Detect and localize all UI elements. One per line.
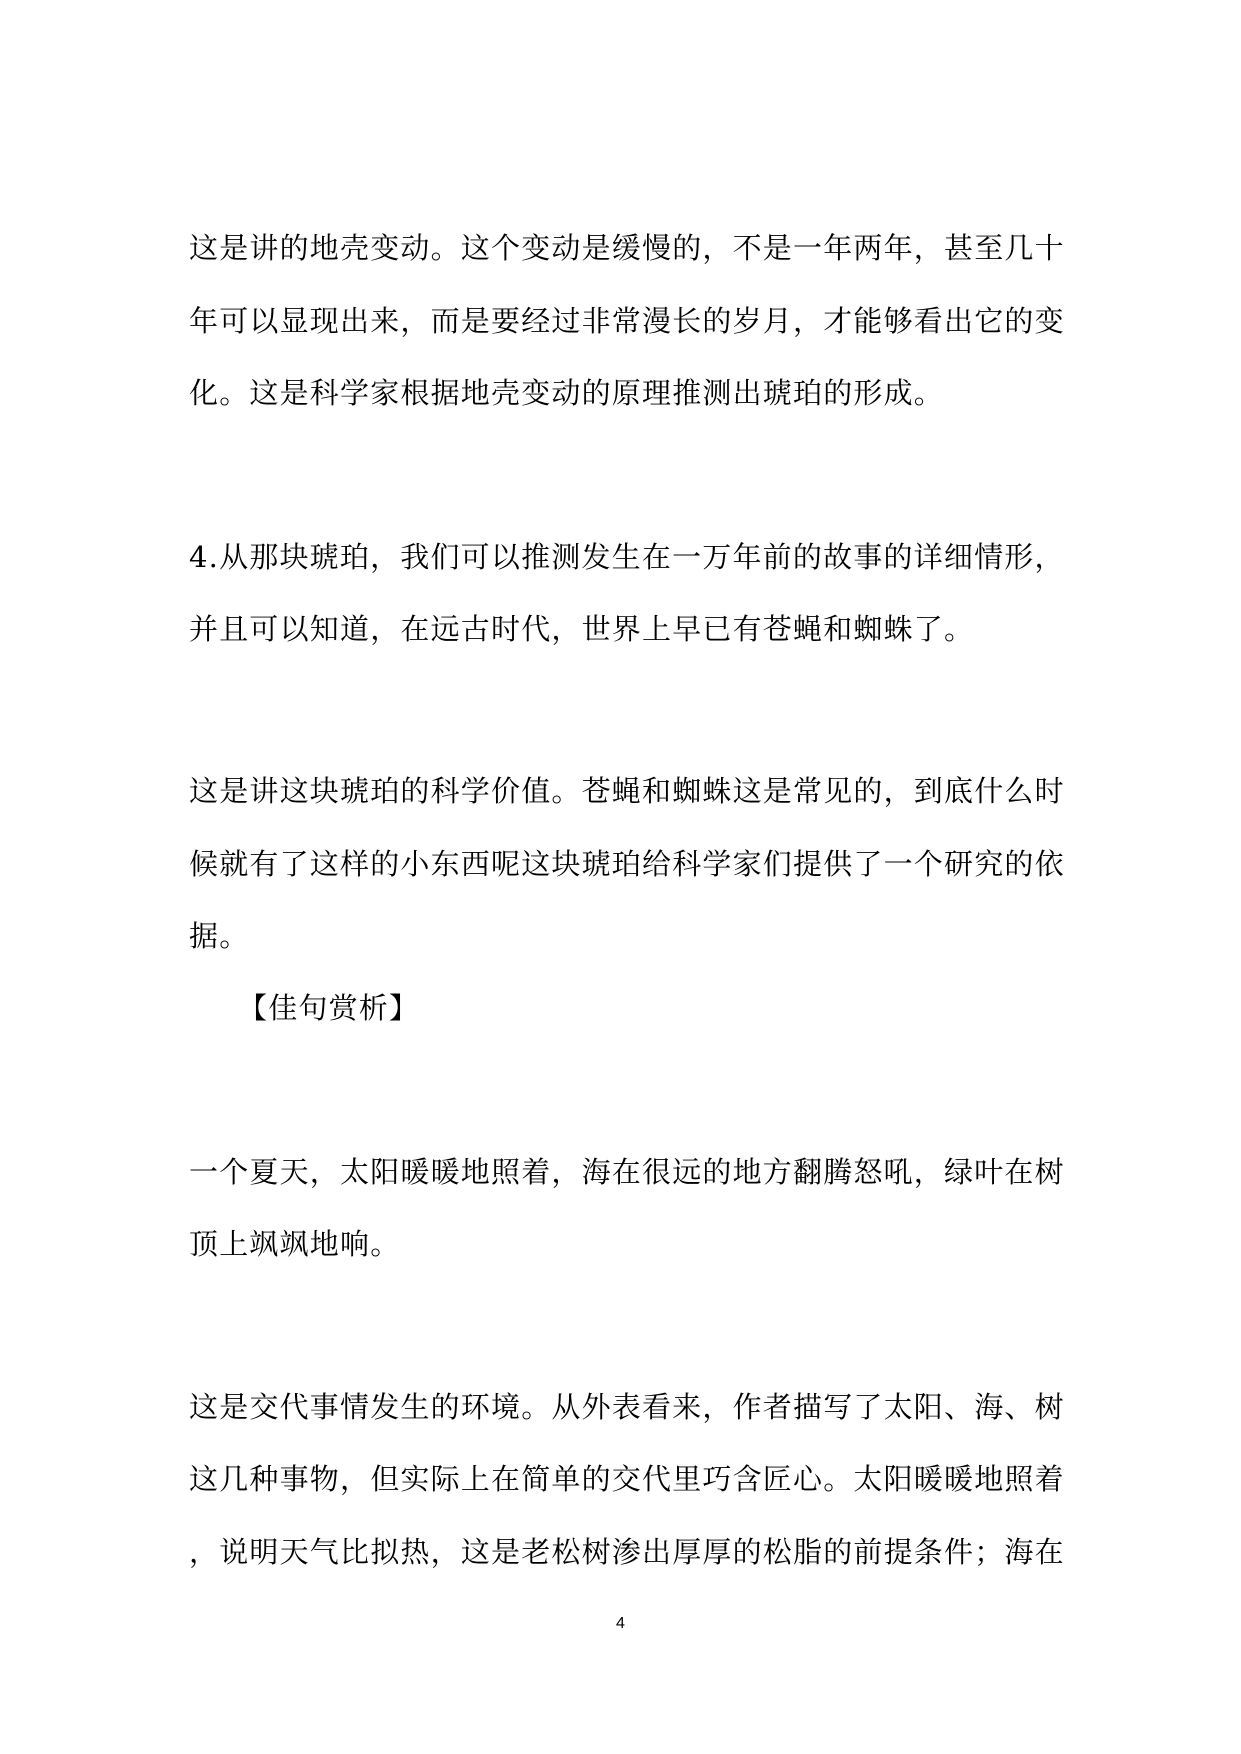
text-line: ，说明天气比拟热，这是老松树渗出厚厚的松脂的前提条件；海在 bbox=[189, 1535, 1065, 1569]
text-line: 这是讲这块琥珀的科学价值。苍蝇和蜘蛛这是常见的，到底什么时 bbox=[189, 774, 1065, 808]
text-line: 一个夏天，太阳暖暖地照着，海在很远的地方翻腾怒吼，绿叶在树 bbox=[189, 1155, 1065, 1189]
text-line: 并且可以知道，在远古时代，世界上早已有苍蝇和蜘蛛了。 bbox=[189, 612, 975, 646]
text-line: 候就有了这样的小东西呢这块琥珀给科学家们提供了一个研究的依 bbox=[189, 847, 1065, 881]
text-line: 4.从那块琥珀，我们可以推测发生在一万年前的故事的详细情形， bbox=[189, 540, 1065, 574]
text-line: 这是讲的地壳变动。这个变动是缓慢的，不是一年两年，甚至几十 bbox=[189, 231, 1065, 265]
text-line: 据。 bbox=[189, 919, 250, 953]
page-number: 4 bbox=[616, 1615, 625, 1632]
text-line: 化。这是科学家根据地壳变动的原理推测出琥珀的形成。 bbox=[189, 376, 945, 410]
text-line: 这是交代事情发生的环境。从外表看来，作者描写了太阳、海、树 bbox=[189, 1390, 1065, 1424]
text-line: 这几种事物，但实际上在简单的交代里巧含匠心。太阳暖暖地照着 bbox=[189, 1462, 1065, 1496]
section-heading: 【佳句赏析】 bbox=[238, 991, 420, 1025]
text-line: 年可以显现出来，而是要经过非常漫长的岁月，才能够看出它的变 bbox=[189, 304, 1065, 338]
text-line: 顶上飒飒地响。 bbox=[189, 1227, 401, 1261]
